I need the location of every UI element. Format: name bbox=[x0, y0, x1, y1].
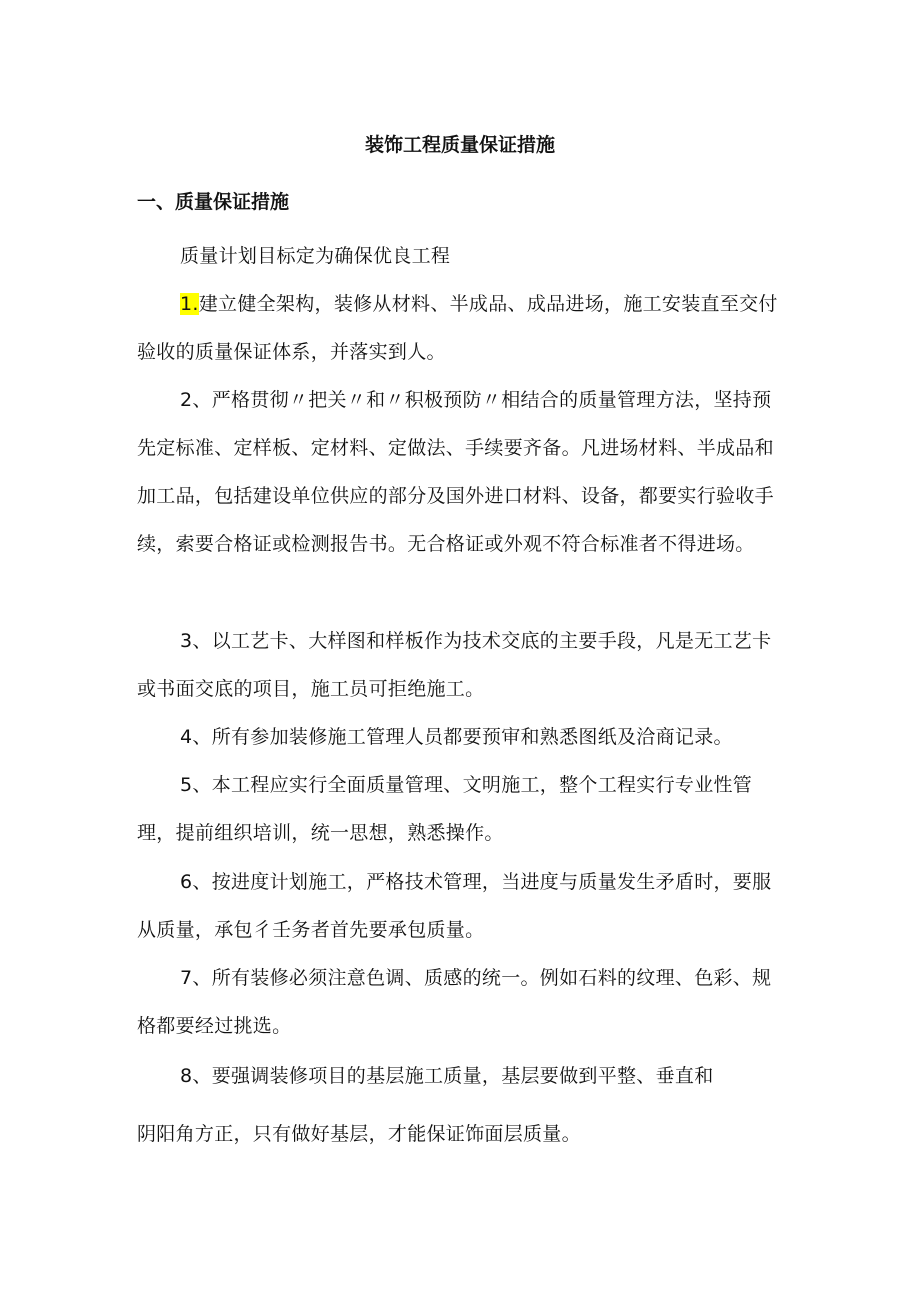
item-4-paragraph: 4、所有参加装修施工管理人员都要预审和熟悉图纸及洽商记录。 bbox=[180, 726, 733, 748]
item-5-paragraph: 5、本工程应实行全面质量管理、文明施工，整个工程实行专业性管理，提前组织培训，统一思想，熟悉操作。 bbox=[137, 774, 753, 844]
item-1-number-highlight: 1. bbox=[180, 293, 199, 315]
intro-paragraph: 质量计划目标定为确保优良工程 bbox=[180, 245, 451, 267]
item-3-paragraph: 3、以工艺卡、大样图和样板作为技术交底的主要手段，凡是无工艺卡或书面交底的项目，施工员可拒绝施工。 bbox=[137, 630, 772, 700]
item-8-line-2: 阴阳角方正，只有做好基层，才能保证饰面层质量。 bbox=[137, 1123, 581, 1145]
item-6-paragraph: 6、按进度计划施工，严格技术管理，当进度与质量发生矛盾时，要服从质量，承包彳壬务者首先要承包质量。 bbox=[137, 871, 772, 941]
item-1-text: 建立健全架构，装修从材料、半成品、成品进场，施工安装直至交付验收的质量保证体系，并落实到人。 bbox=[137, 293, 778, 363]
item-8-line-1: 8、要强调装修项目的基层施工质量，基层要做到平整、垂直和 bbox=[180, 1065, 714, 1087]
item-1-paragraph bbox=[137, 280, 787, 376]
item-2-paragraph: 2、严格贯彻〃把关〃和〃积极预防〃相结合的质量管理方法，坚持预先定标准、定样板、定材料、定做法、手续要齐备。凡进场材料、半成品和加工品，包括建设单位供应的部分及国外进口材料、设备，都要实行验收手续，索要合格证或检测报告书。无合格证或外观不符合标准者不得进场。 bbox=[137, 389, 774, 555]
document-title: 装饰工程质量保证措施 bbox=[364, 134, 555, 156]
item-7-paragraph: 7、所有装修必须注意色调、质感的统一。例如石料的纹理、色彩、规格都要经过挑选。 bbox=[137, 967, 772, 1037]
section-heading: 一、质量保证措施 bbox=[137, 191, 290, 213]
